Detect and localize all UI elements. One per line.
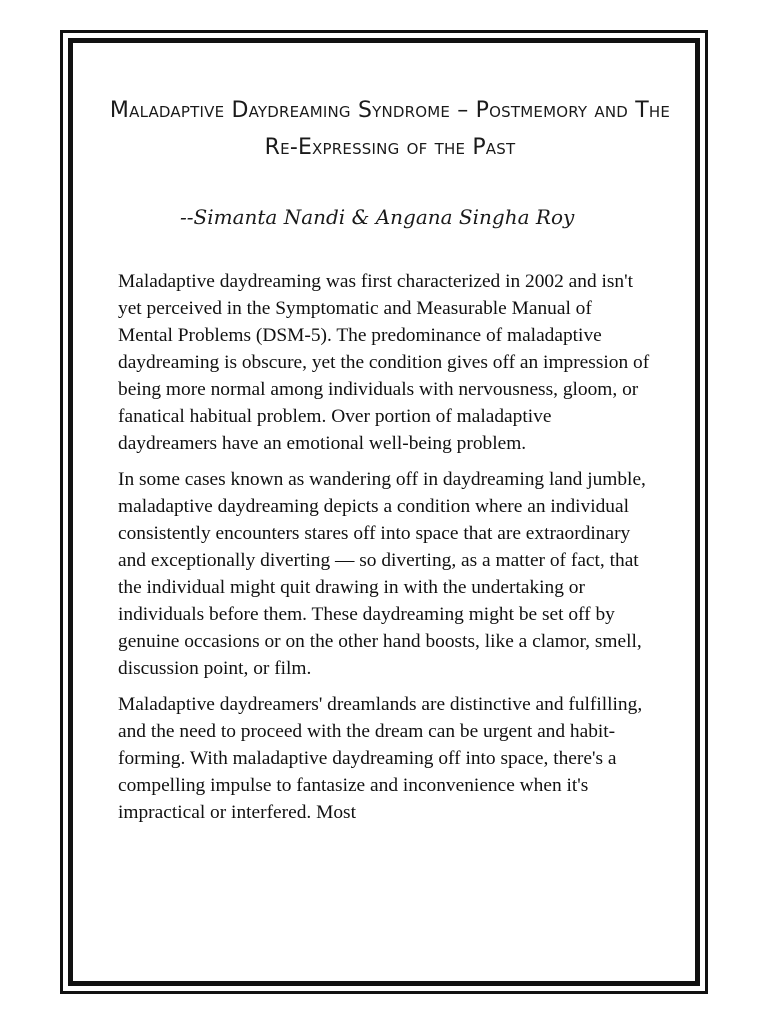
article-title: Maladaptive Daydreaming Syndrome – Postmemory and The Re-Expressing of the Past <box>109 98 671 160</box>
article-body <box>118 268 650 835</box>
article-authors: --Simanta Nandi & Angana Singha Roy <box>180 205 575 229</box>
paragraph: Maladaptive daydreaming was first characterized in 2002 and isn't yet perceived in the Symptomatic and Measurable Manual of Mental Problems (DSM-5). The predominance of maladaptive daydreaming is obscure, yet the condition gives off an impression of being more normal among individuals with nervousness, gloom, or fanatical habitual problem. Over portion of maladaptive daydreamers have an emotional well-being problem. <box>118 271 650 454</box>
paragraph: Maladaptive daydreamers' dreamlands are distinctive and fulfilling, and the need to proceed with the dream can be urgent and habit-forming. With maladaptive daydreaming off into space, there's a compelling impulse to fantasize and inconvenience when it's impractical or interfered. Most <box>118 694 643 823</box>
paragraph: In some cases known as wandering off in daydreaming land jumble, maladaptive daydreaming depicts a condition where an individual consistently encounters stares off into space that are extraordinary and exceptionally diverting — so diverting, as a matter of fact, that the individual might quit drawing in with the undertaking or individuals before them. These daydreaming might be set off by genuine occasions or on the other hand boosts, like a clamor, smell, discussion point, or film. <box>118 469 646 679</box>
